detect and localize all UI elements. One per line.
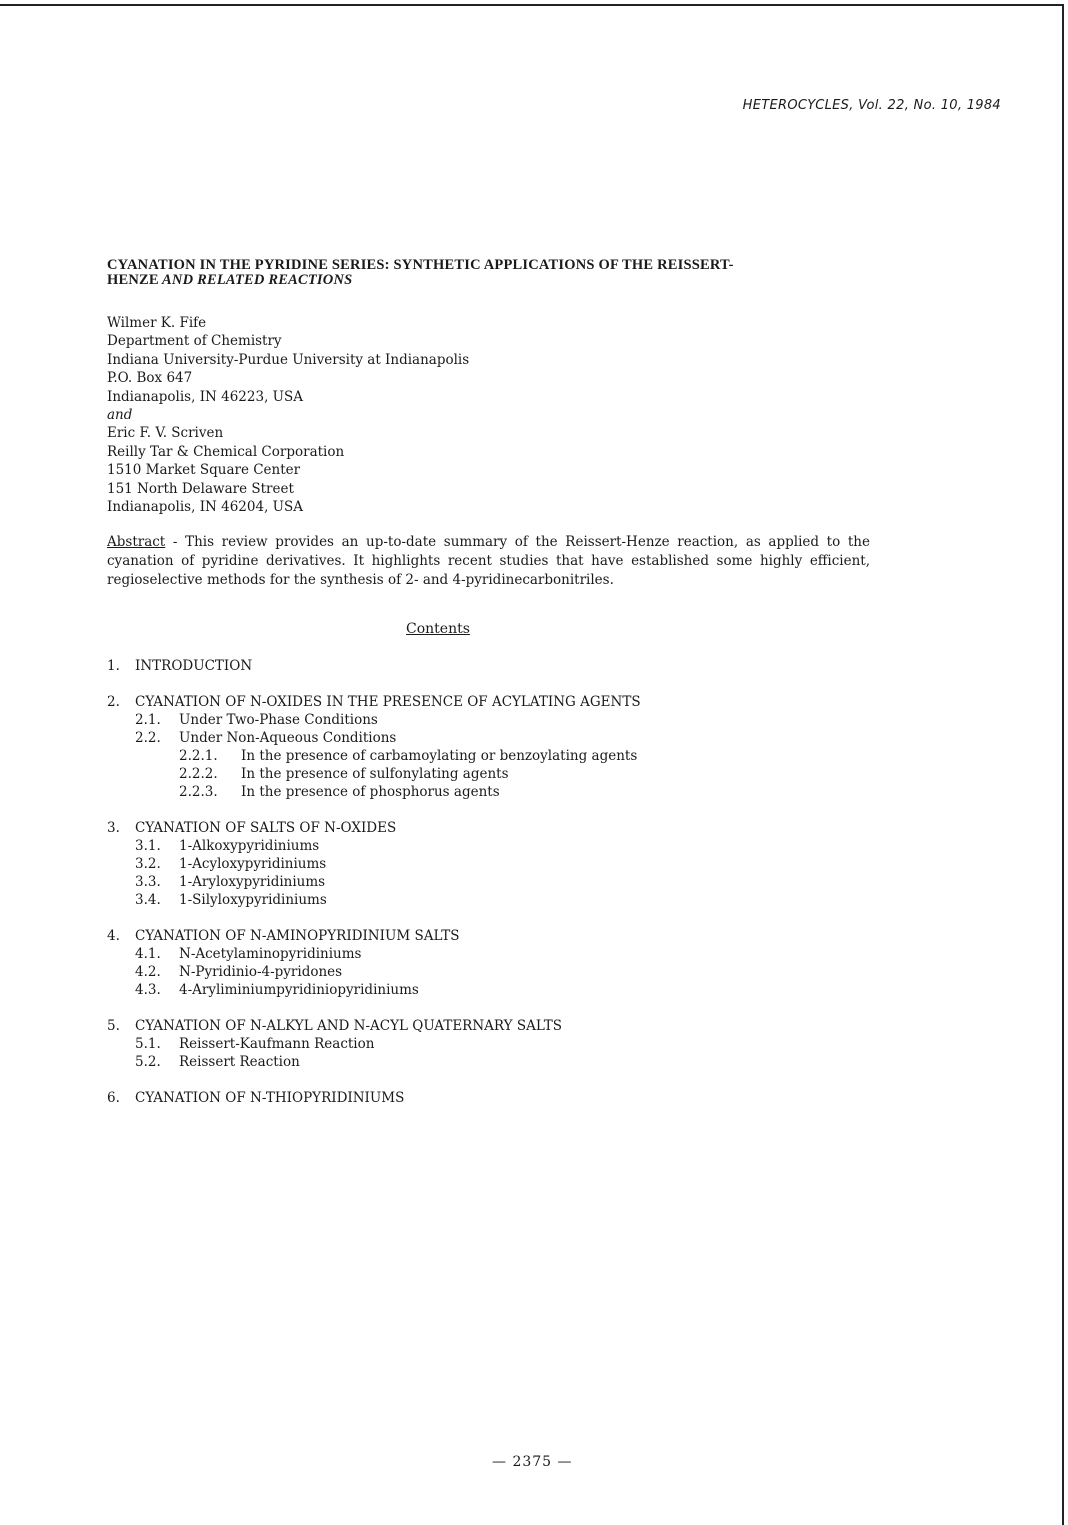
toc-number: 2. <box>107 694 120 710</box>
toc-number: 5.1. <box>135 1036 161 1052</box>
toc-title: Under Two-Phase Conditions <box>179 712 378 728</box>
toc-title: 4-Aryliminiumpyridiniopyridiniums <box>179 982 419 998</box>
toc-title: In the presence of sulfonylating agents <box>241 766 509 782</box>
author-1-dept: Department of Chemistry <box>107 333 282 350</box>
toc-title: 1-Aryloxypyridiniums <box>179 874 326 890</box>
author-1-po-box: P.O. Box 647 <box>107 370 193 387</box>
toc-number: 3. <box>107 820 120 836</box>
author-2-city: Indianapolis, IN 46204, USA <box>107 499 304 516</box>
author-1-institution: Indiana University-Purdue University at Indianapolis <box>107 351 470 368</box>
page-top-border <box>0 4 1064 6</box>
title-line-2-end: AND RELATED REACTIONS <box>158 272 353 288</box>
toc-entry <box>107 963 641 981</box>
toc-entry <box>107 1035 641 1053</box>
toc-entry <box>107 981 641 999</box>
page-number: — 2375 — <box>492 1454 573 1470</box>
toc-title: In the presence of carbamoylating or benzoylating agents <box>241 748 638 764</box>
toc-entry <box>107 765 641 783</box>
toc-entry <box>107 783 641 801</box>
toc-section-6 <box>107 1089 641 1107</box>
author-1-city: Indianapolis, IN 46223, USA <box>107 388 304 405</box>
toc-entry <box>107 693 641 711</box>
toc-number: 2.2.1. <box>179 748 218 764</box>
abstract <box>107 533 870 590</box>
abstract-label: Abstract <box>107 534 166 550</box>
toc-entry <box>107 711 641 729</box>
title-line-2-start: HENZE <box>107 272 159 288</box>
author-block <box>107 314 469 516</box>
table-of-contents <box>107 657 641 1125</box>
toc-number: 3.3. <box>135 874 161 890</box>
toc-title: CYANATION OF N-ALKYL AND N-ACYL QUATERNARY SALTS <box>135 1018 562 1034</box>
toc-entry <box>107 729 641 747</box>
toc-section-3 <box>107 819 641 909</box>
author-2-company: Reilly Tar & Chemical Corporation <box>107 443 345 460</box>
toc-entry <box>107 1089 641 1107</box>
toc-number: 1. <box>107 658 120 674</box>
toc-entry <box>107 891 641 909</box>
toc-section-4 <box>107 927 641 999</box>
toc-number: 2.1. <box>135 712 161 728</box>
author-2-name: Eric F. V. Scriven <box>107 425 224 442</box>
journal-citation: HETEROCYCLES, Vol. 22, No. 10, 1984 <box>742 98 1001 113</box>
toc-entry <box>107 855 641 873</box>
toc-number: 3.2. <box>135 856 161 872</box>
toc-title: Reissert Reaction <box>179 1054 300 1070</box>
toc-entry <box>107 819 641 837</box>
toc-title: 1-Silyloxypyridiniums <box>179 892 327 908</box>
title-line-1: CYANATION IN THE PYRIDINE SERIES: SYNTHETIC APPLICATIONS OF THE REISSERT- <box>107 257 734 273</box>
toc-number: 6. <box>107 1090 120 1106</box>
toc-number: 2.2.2. <box>179 766 218 782</box>
toc-title: 1-Acyloxypyridiniums <box>179 856 327 872</box>
toc-number: 5. <box>107 1018 120 1034</box>
toc-entry <box>107 1053 641 1071</box>
author-1-name: Wilmer K. Fife <box>107 315 207 331</box>
toc-entry <box>107 1017 641 1035</box>
toc-number: 2.2.3. <box>179 784 218 800</box>
toc-entry <box>107 657 641 675</box>
toc-section-1 <box>107 657 641 675</box>
toc-entry <box>107 945 641 963</box>
toc-entry <box>107 837 641 855</box>
toc-title: 1-Alkoxypyridiniums <box>179 838 320 854</box>
toc-number: 4.3. <box>135 982 161 998</box>
toc-title: CYANATION OF SALTS OF N-OXIDES <box>135 820 397 836</box>
toc-number: 3.4. <box>135 892 161 908</box>
toc-title: CYANATION OF N-THIOPYRIDINIUMS <box>135 1090 405 1106</box>
toc-section-2 <box>107 693 641 801</box>
toc-entry <box>107 747 641 765</box>
toc-title: N-Pyridinio-4-pyridones <box>179 964 343 980</box>
toc-title: In the presence of phosphorus agents <box>241 784 500 800</box>
toc-number: 2.2. <box>135 730 161 746</box>
toc-section-5 <box>107 1017 641 1071</box>
toc-title: Under Non-Aqueous Conditions <box>179 730 397 746</box>
toc-number: 5.2. <box>135 1054 161 1070</box>
toc-entry <box>107 927 641 945</box>
author-2-address-2: 151 North Delaware Street <box>107 480 294 497</box>
abstract-text: - This review provides an up-to-date summary of the Reissert-Henze reaction, as applied to the cyanation of pyridine derivatives. It highlights recent studies that have established some highly efficient, regioselective methods for the synthesis of 2- and 4-pyridinecarbonitriles. <box>107 534 870 588</box>
toc-title: CYANATION OF N-AMINOPYRIDINIUM SALTS <box>135 928 460 944</box>
toc-title: Reissert-Kaufmann Reaction <box>179 1036 375 1052</box>
toc-number: 4.2. <box>135 964 161 980</box>
page-right-border <box>1062 4 1064 1525</box>
toc-title: INTRODUCTION <box>135 658 253 674</box>
toc-number: 3.1. <box>135 838 161 854</box>
toc-entry <box>107 873 641 891</box>
article-title <box>107 258 887 288</box>
toc-number: 4.1. <box>135 946 161 962</box>
author-2-address-1: 1510 Market Square Center <box>107 462 301 479</box>
title-line-2 <box>107 273 887 288</box>
toc-title: N-Acetylaminopyridiniums <box>179 946 362 962</box>
toc-title: CYANATION OF N-OXIDES IN THE PRESENCE OF ACYLATING AGENTS <box>135 694 641 710</box>
contents-heading: Contents <box>406 621 470 637</box>
toc-number: 4. <box>107 928 120 944</box>
author-conjunction: and <box>107 407 133 424</box>
